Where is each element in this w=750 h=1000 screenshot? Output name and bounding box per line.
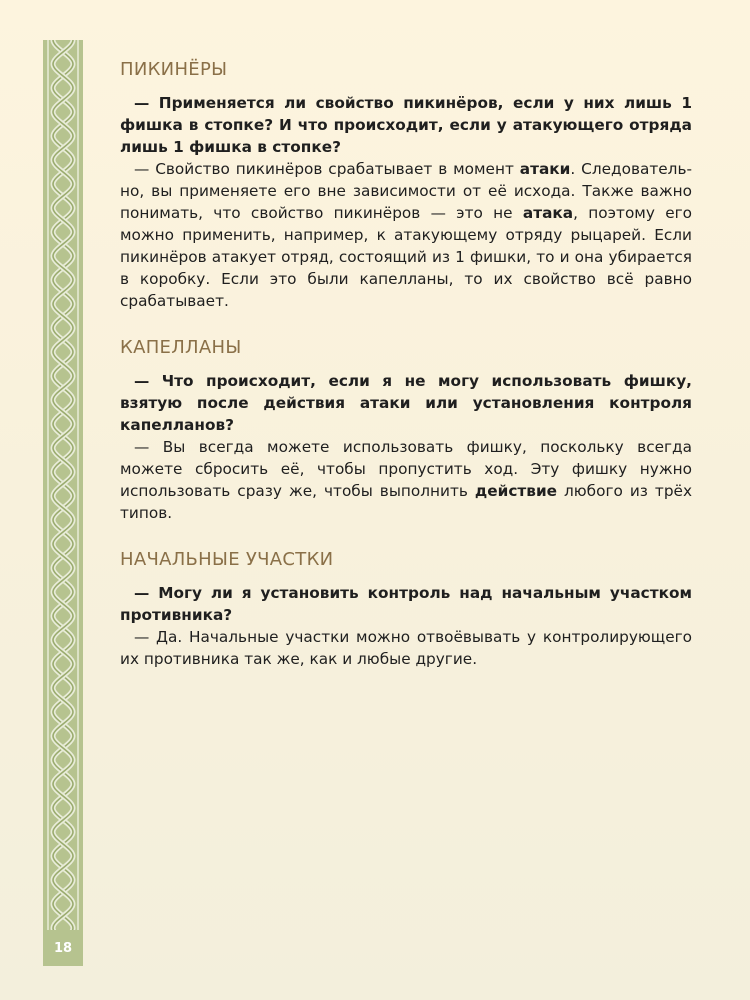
section-title: НАЧАЛЬНЫЕ УЧАСТКИ	[120, 549, 334, 570]
celtic-knot-border	[43, 40, 83, 966]
celtic-knot-pattern	[43, 40, 83, 930]
page-content	[120, 58, 692, 694]
question-text: — Применяется ли свойство пикинёров, если у них лишь 1 фишка в стопке? И что происходит, если у атакующего отряда лишь 1 фишка в стопке?	[120, 94, 692, 156]
question-text: — Что происходит, если я не могу использовать фишку, взятую после действия атаки или установления контроля капелланов?	[120, 372, 692, 434]
section-starting-areas	[120, 548, 692, 670]
answer-text: — Да. Начальные участки можно отвоёвывать у контролирующего их противника так же, как и любые другие.	[120, 628, 692, 668]
page-number: 18	[43, 930, 83, 966]
section-chaplains	[120, 336, 692, 524]
section-title: КАПЕЛЛАНЫ	[120, 337, 242, 358]
answer-text: — Вы всегда можете использовать фишку, поскольку всегда можете сбросить её, чтобы пропустить ход. Эту фишку нужно использовать сразу же, чтобы выполнить действие любого из трёх типов.	[120, 438, 692, 522]
question-text: — Могу ли я установить контроль над начальным участком противника?	[120, 584, 692, 624]
section-title: ПИКИНЁРЫ	[120, 59, 228, 80]
answer-text: — Свойство пикинёров срабатывает в момент атаки. Следовательно, вы применяете его вне зависимости от её исхода. Также важно понимать, что свойство пикинёров — это не атака, поэтому его можно применить, например, к атакующему отряду рыцарей. Если пикинёров атакует отряд, состоящий из 1 фишки, то и она убирается в коробку. Если это были капелланы, то их свойство всё равно срабатывает.	[120, 160, 693, 310]
section-pikeneers	[120, 58, 692, 312]
